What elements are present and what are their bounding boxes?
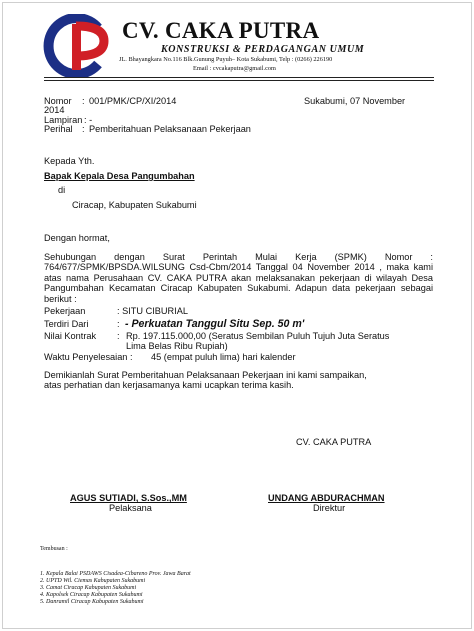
cc-item: 5. Danramil Ciracap Kabupaten Sukabumi	[40, 599, 144, 605]
closing-line-1: Demikianlah Surat Pemberitahuan Pelaksanaan Pekerjaan ini kami sampaikan,	[44, 370, 367, 380]
cc-item: 2. UPTD Wil. Ciemas Kabupaten Sukabumi	[40, 578, 146, 584]
cc-heading: Tembusan :	[40, 546, 68, 552]
recipient-di: di	[58, 185, 66, 195]
closing-line-2: atas perhatian dan kerjasamanya kami ucapkan terima kasih.	[44, 380, 294, 390]
pekerjaan-value: : SITU CIBURIAL	[117, 306, 188, 316]
terdiri-label: Terdiri Dari	[44, 319, 89, 329]
nomor-label: Nomor	[44, 96, 72, 106]
signer-1-name: AGUS SUTIADI, S.Sos.,MM	[70, 493, 187, 503]
nilai-label: Nilai Kontrak	[44, 331, 97, 341]
perihal-value: Pemberitahuan Pelaksanaan Pekerjaan	[89, 124, 251, 134]
company-logo-icon	[38, 14, 110, 78]
company-name: CV. CAKA PUTRA	[122, 18, 320, 43]
header-rule	[44, 77, 434, 78]
company-address: JL. Bhayangkara No.116 Blk.Gunung Puyuh– Kota Sukabumi, Telp : (0266) 226190	[119, 56, 333, 63]
perihal-colon: :	[82, 124, 85, 134]
signer-2-role: Direktur	[313, 503, 346, 513]
pekerjaan-label: Pekerjaan	[44, 306, 86, 316]
nilai-value: Rp. 197.115.000,00 (Seratus Sembilan Puluh Tujuh Juta Seratus	[126, 331, 390, 341]
signer-2-name: UNDANG ABDURACHMAN	[268, 493, 385, 503]
company-email: Email : cvcakaputra@gmail.com	[193, 65, 276, 72]
recipient-name: Bapak Kepala Desa Pangumbahan	[44, 171, 195, 181]
signer-1-role: Pelaksana	[109, 503, 152, 513]
nomor-value: 001/PMK/CP/XI/2014	[89, 96, 177, 106]
greeting: Dengan hormat,	[44, 233, 110, 243]
perihal-label: Perihal	[44, 124, 73, 134]
company-tagline: KONSTRUKSI & PERDAGANGAN UMUM	[161, 44, 365, 55]
recipient-location: Ciracap, Kabupaten Sukabumi	[72, 200, 197, 210]
sign-company: CV. CAKA PUTRA	[296, 437, 372, 447]
terdiri-value: - Perkuatan Tanggul Situ Sep. 50 m'	[125, 318, 305, 330]
lampiran-label: Lampiran	[44, 115, 83, 125]
terdiri-colon: :	[117, 319, 120, 329]
lampiran-value: : -	[84, 115, 93, 125]
nilai-value-cont: Lima Belas Ribu Rupiah)	[126, 341, 228, 351]
nomor-year: 2014	[44, 105, 65, 115]
cc-item: 4. Kapolsek Ciracap Kabupaten Sukabumi	[40, 592, 143, 598]
cc-item: 1. Kepala Balai PSDAWS Cisadea-Cibareno Prov. Jawa Barat	[40, 571, 191, 577]
waktu-label: Waktu Penyelesaian :	[44, 352, 133, 362]
waktu-value: 45 (empat puluh lima) hari kalender	[151, 352, 296, 362]
nilai-colon: :	[117, 331, 120, 341]
nomor-colon: :	[82, 96, 85, 106]
letter-date: Sukabumi, 07 November	[304, 96, 406, 106]
intro-paragraph: Sehubungan dengan Surat Perintah Mulai Kerja (SPMK) Nomor : 764/677/SPMK/BPSDA.WILSUNG Csd-Cbm/2014 Tanggal 04 November 2014 , maka kami atas nama Perusahaan CV. CAKA PUTRA akan melaksanakan pekerjaan di wilayah Desa Pangumbahan Kecamatan Ciracap Kabupaten Sukabumi. Adapun data pekerjaan sebagai berikut :	[44, 252, 433, 304]
header-rule-thin	[44, 80, 434, 81]
cc-item: 3. Camat Ciracap Kabupaten Sukabumi	[40, 585, 137, 591]
salutation-to: Kepada Yth.	[44, 156, 95, 166]
